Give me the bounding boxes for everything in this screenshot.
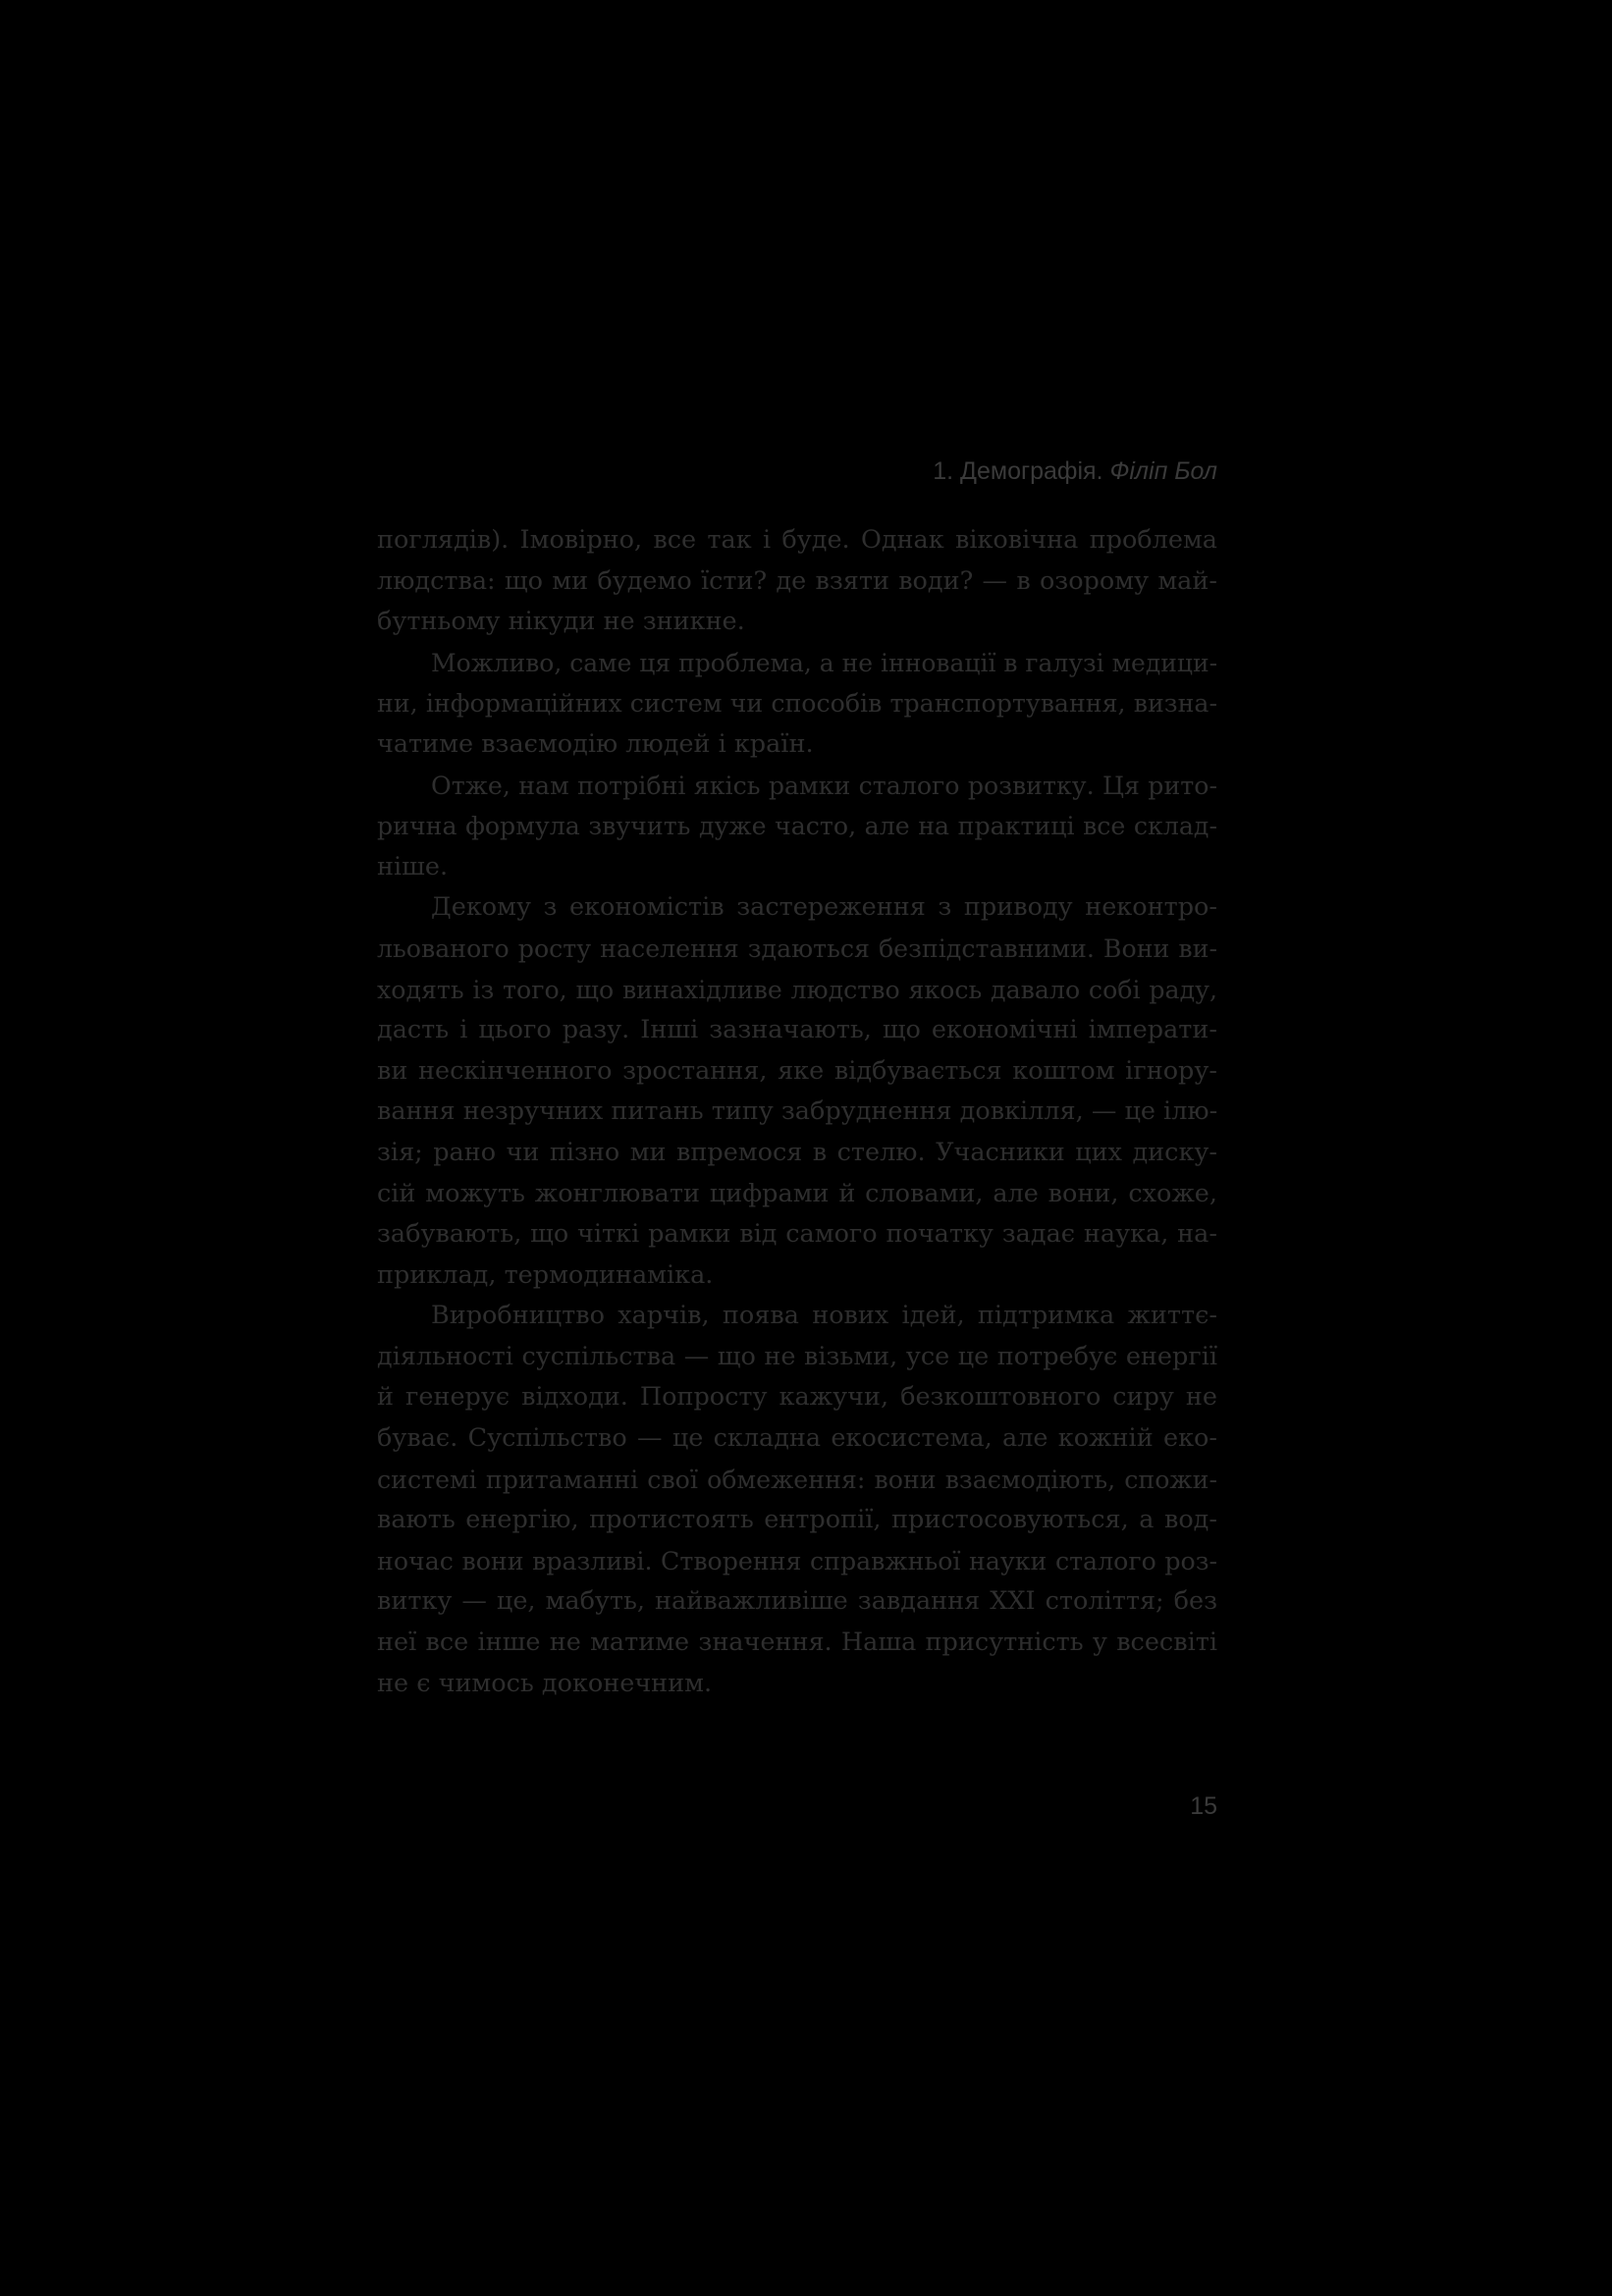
paragraph (377, 520, 1217, 643)
text-line: ночас вони вразливі. Створення справжньої науки сталого роз- (377, 1546, 1217, 1575)
text-line: приклад, термодинаміка. (377, 1259, 714, 1290)
text-line: Виробництво харчів, поява нових ідей, підтримка життє- (431, 1301, 1217, 1331)
text-line: ніше. (377, 851, 449, 881)
paragraph (377, 887, 1217, 1296)
text-line: чатиме взаємодію людей і країн. (377, 728, 814, 759)
page-number: 15 (1190, 1792, 1217, 1820)
text-line: буває. Суспільство — це складна екосистема, але кожній еко- (377, 1423, 1217, 1454)
text-line: зія; рано чи пізно ми впремося в стелю. Учасники цих диску- (377, 1137, 1217, 1167)
text-line: витку — це, мабуть, найважливіше завдання XXI століття; без (377, 1586, 1217, 1617)
body-text (377, 520, 1217, 1704)
text-line: ви нескінченного зростання, яке відбувається коштом ігнору- (377, 1055, 1217, 1086)
text-line: системі притаманні свої обмеження: вони взаємодіють, спожи- (377, 1465, 1217, 1494)
text-line: сій можуть жонглювати цифрами й словами, але вони, схоже, (377, 1178, 1217, 1208)
paragraph (377, 766, 1217, 888)
text-line: бутньому нікуди не зникне. (377, 607, 745, 637)
text-line: ни, інформаційних систем чи способів транспортування, визна- (377, 689, 1217, 719)
text-line: діяльності суспільства — що не візьми, усе це потребує енергії (377, 1341, 1217, 1371)
text-line: не є чимось доконечним. (377, 1668, 713, 1698)
running-head-chapter: 1. Демографія. (933, 457, 1103, 485)
text-line: дасть і цього разу. Інші зазначають, що економічні імперати- (377, 1015, 1217, 1045)
text-line: Можливо, саме ця проблема, а не інновації в галузі медици- (431, 648, 1218, 677)
text-line: вають енергію, протистоять ентропії, пристосовуються, а вод- (377, 1505, 1217, 1535)
running-head-author: Філіп Бол (1109, 457, 1217, 485)
text-line: вання незручних питань типу забруднення довкілля, — це ілю- (377, 1096, 1218, 1127)
text-line: забувають, що чіткі рамки від самого початку задає наука, на- (377, 1219, 1217, 1250)
text-line: рична формула звучить дуже часто, але на практиці все склад- (377, 812, 1217, 841)
text-line: Отже, нам потрібні якісь рамки сталого розвитку. Ця рито- (431, 771, 1217, 800)
paragraph (377, 643, 1217, 766)
text-line: льованого росту населення здаються безпідставними. Вони ви- (377, 934, 1217, 963)
text-line: людства: що ми будемо їсти? де взяти води? — в озорому май- (377, 565, 1217, 596)
text-line: неї все інше не матиме значення. Наша присутність у всесвіті (377, 1628, 1217, 1658)
text-line: Декому з економістів застереження з приводу неконтро- (431, 892, 1217, 923)
text-line: поглядів). Імовірно, все так і буде. Однак віковічна проблема (377, 525, 1217, 555)
text-line: й генерує відходи. Попросту кажучи, безкоштовного сиру не (377, 1382, 1217, 1413)
running-head (377, 454, 1217, 489)
text-line: ходять із того, що винахідливе людство якось давало собі раду, (377, 975, 1217, 1004)
paragraph (377, 1296, 1217, 1704)
